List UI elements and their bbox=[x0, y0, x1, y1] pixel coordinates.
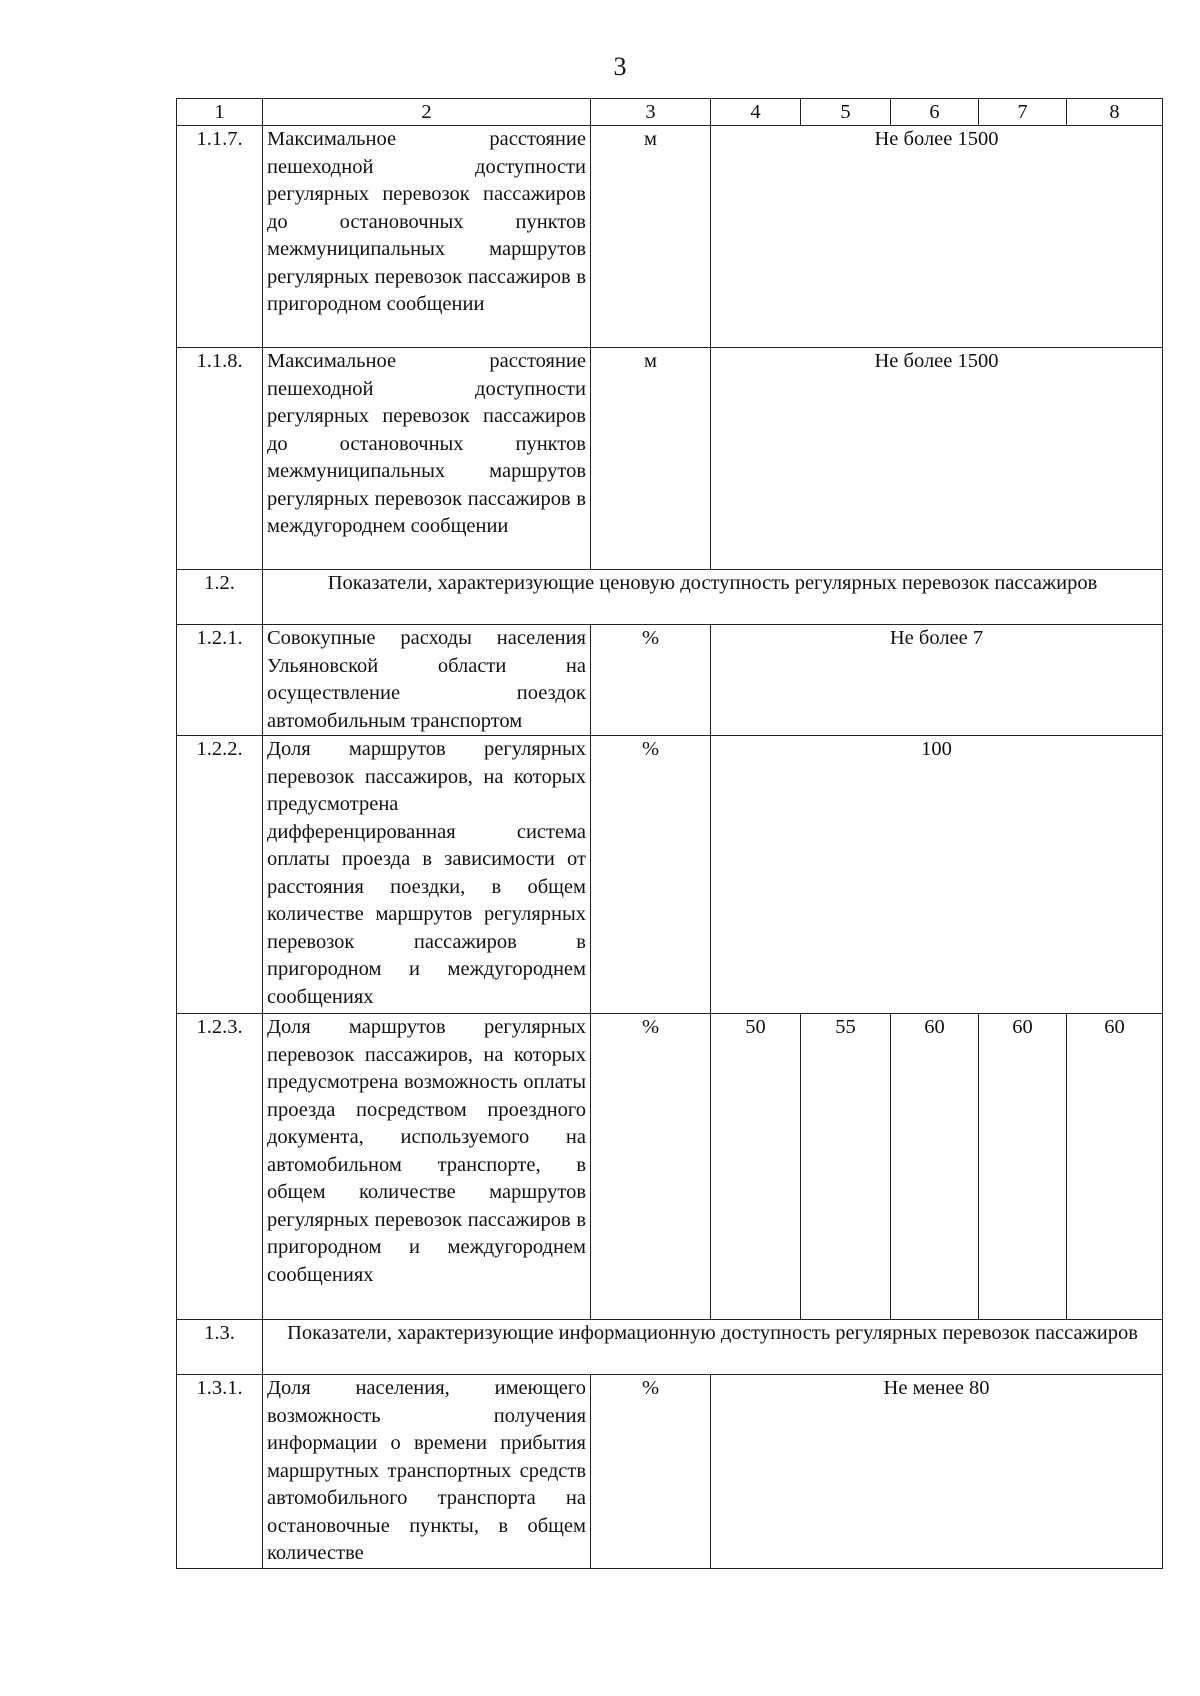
table-row bbox=[177, 126, 1163, 348]
row-number: 1.1.8. bbox=[177, 348, 263, 570]
row-description: Доля маршрутов регулярных перевозок пассажиров, на которых предусмотрена возможность оплаты проезда посредством проездного документа, используемого на автомобильном транспорте, в общем количестве маршрутов регулярных перевозок пассажиров в пригородном и междугороднем сообщениях bbox=[263, 1014, 591, 1320]
header-cell: 6 bbox=[891, 99, 979, 126]
row-description: Максимальное расстояние пешеходной доступности регулярных перевозок пассажиров до остановочных пунктов межмуниципальных маршрутов регулярных перевозок пассажиров в междугороднем сообщении bbox=[263, 348, 591, 570]
row-number: 1.2.3. bbox=[177, 1014, 263, 1320]
header-cell: 3 bbox=[591, 99, 711, 126]
section-number: 1.2. bbox=[177, 570, 263, 625]
header-cell: 4 bbox=[711, 99, 801, 126]
section-number: 1.3. bbox=[177, 1320, 263, 1375]
row-value: Не менее 80 bbox=[711, 1375, 1163, 1569]
header-cell: 5 bbox=[801, 99, 891, 126]
row-unit: % bbox=[591, 1014, 711, 1320]
row-description: Совокупные расходы населения Ульяновской области на осуществление поездок автомобильным транспортом bbox=[263, 625, 591, 736]
row-value: Не более 1500 bbox=[711, 126, 1163, 348]
table-row bbox=[177, 1375, 1163, 1569]
row-description: Доля населения, имеющего возможность получения информации о времени прибытия маршрутных транспортных средств автомобильного транспорта на остановочные пункты, в общем количестве bbox=[263, 1375, 591, 1569]
row-unit: м bbox=[591, 348, 711, 570]
table-row bbox=[177, 1014, 1163, 1320]
header-cell: 7 bbox=[979, 99, 1067, 126]
row-value-year: 50 bbox=[711, 1014, 801, 1320]
row-value-year: 60 bbox=[979, 1014, 1067, 1320]
section-row bbox=[177, 570, 1163, 625]
header-cell: 2 bbox=[263, 99, 591, 126]
row-number: 1.3.1. bbox=[177, 1375, 263, 1569]
row-number: 1.2.2. bbox=[177, 736, 263, 1014]
header-row bbox=[177, 99, 1163, 126]
row-description: Доля маршрутов регулярных перевозок пассажиров, на которых предусмотрена дифференцированная система оплаты проезда в зависимости от расстояния поездки, в общем количестве маршрутов регулярных перевозок пассажиров в пригородном и междугороднем сообщениях bbox=[263, 736, 591, 1014]
section-title: Показатели, характеризующие информационную доступность регулярных перевозок пассажиров bbox=[263, 1320, 1163, 1375]
row-unit: % bbox=[591, 625, 711, 736]
row-number: 1.2.1. bbox=[177, 625, 263, 736]
section-title: Показатели, характеризующие ценовую доступность регулярных перевозок пассажиров bbox=[263, 570, 1163, 625]
table-row bbox=[177, 625, 1163, 736]
header-cell: 8 bbox=[1067, 99, 1163, 126]
table-row bbox=[177, 736, 1163, 1014]
row-unit: м bbox=[591, 126, 711, 348]
row-number: 1.1.7. bbox=[177, 126, 263, 348]
row-value-year: 60 bbox=[891, 1014, 979, 1320]
row-value-year: 55 bbox=[801, 1014, 891, 1320]
row-value-year: 60 bbox=[1067, 1014, 1163, 1320]
page-number: 3 bbox=[613, 52, 627, 81]
section-row bbox=[177, 1320, 1163, 1375]
row-unit: % bbox=[591, 1375, 711, 1569]
row-description: Максимальное расстояние пешеходной доступности регулярных перевозок пассажиров до остановочных пунктов межмуниципальных маршрутов регулярных перевозок пассажиров в пригородном сообщении bbox=[263, 126, 591, 348]
indicators-table bbox=[176, 98, 1163, 1569]
row-value: 100 bbox=[711, 736, 1163, 1014]
row-unit: % bbox=[591, 736, 711, 1014]
row-value: Не более 1500 bbox=[711, 348, 1163, 570]
row-value: Не более 7 bbox=[711, 625, 1163, 736]
header-cell: 1 bbox=[177, 99, 263, 126]
table-row bbox=[177, 348, 1163, 570]
